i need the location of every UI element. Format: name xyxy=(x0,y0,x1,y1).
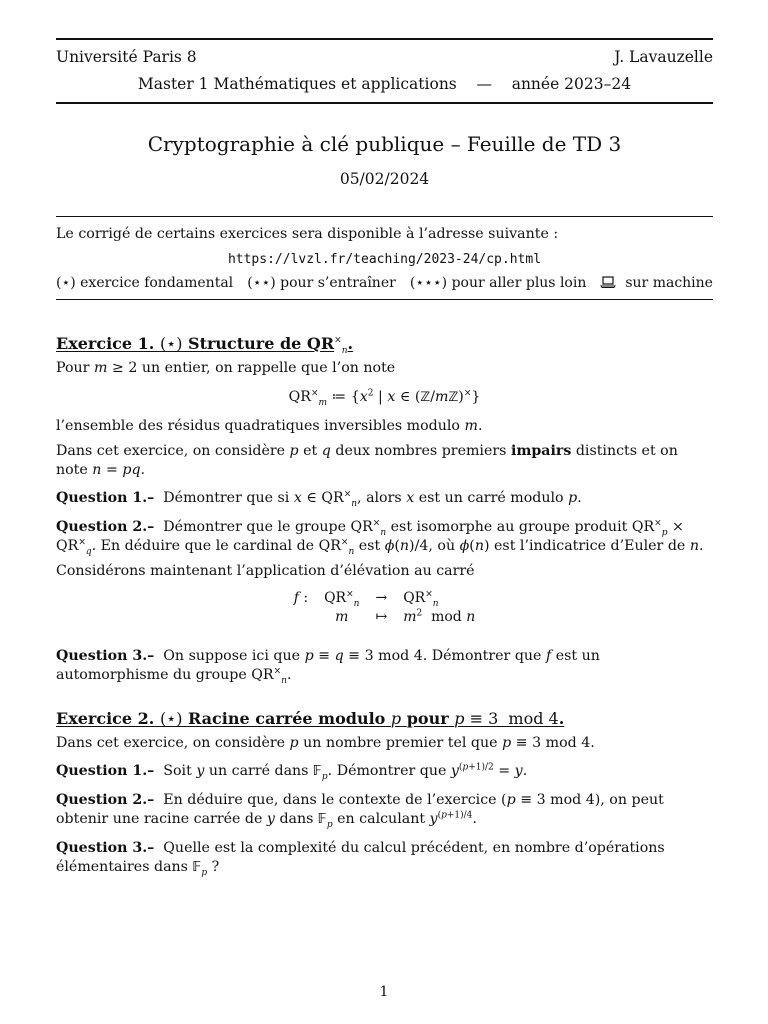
ex1-para-3: Dans cet exercice, on considère p et q deux nombres premiers impairs distincts et on note n = pq. xyxy=(56,443,678,478)
ex2-title-text: Racine carrée modulo xyxy=(188,709,386,728)
page-date: 05/02/2024 xyxy=(339,170,430,188)
header-row xyxy=(56,48,713,66)
ex1-p3a: Dans cet exercice, on considère xyxy=(56,443,286,459)
ex1-q3c: est un automorphisme du groupe xyxy=(56,648,600,683)
ex2-question-1: Question 1.– Soit y un carré dans 𝔽$_p$. Démontrer que $y^{(p+1)/2} = y$. xyxy=(56,762,528,782)
header-dash: — xyxy=(476,75,492,93)
laptop-icon xyxy=(600,276,616,288)
ex1-q1c: est un carré modulo xyxy=(418,490,564,506)
ex2-p1a: Dans cet exercice, on considère xyxy=(56,735,286,751)
ex1-para-2: l’ensemble des résidus quadratiques inversibles modulo m. xyxy=(56,418,483,434)
ex2-q3-label: Question 3.– xyxy=(56,840,155,856)
ex1-title-text: Structure de QR xyxy=(188,334,335,353)
ex1-square-map: f : $QR^\times_n$ → $QR^\times_n$ m ↦ $m^2$ mod n xyxy=(293,589,476,625)
ex1-q2e: , où xyxy=(428,538,456,554)
ex2-star: (⋆) xyxy=(159,709,183,728)
exercise-2-title: Exercice 2. (⋆) Racine carrée modulo p pour p ≡ 3 mod 4. xyxy=(56,709,565,728)
intro-text: Le corrigé de certains exercices sera disponible à l’adresse suivante : xyxy=(56,226,559,242)
ex1-p3-bold: impairs xyxy=(510,443,572,459)
ex2-question-2: Question 2.– En déduire que, dans le contexte de l’exercice (p ≡ 3 mod 4), on peut obtenir une racine carrée de y dans 𝔽$_p$ en calculant $y^{(p+1)/4}$. xyxy=(56,792,664,830)
ex1-p1: Pour xyxy=(56,360,90,376)
exercise-1-title: Exercice 1. (⋆) Structure de $QR^\times_n$. xyxy=(56,334,354,357)
ex2-q2d: en calculant xyxy=(337,811,426,827)
ex2-q1a: Soit xyxy=(163,763,192,779)
ex1-q2d: est xyxy=(358,538,381,554)
ex2-label: Exercice 2. xyxy=(56,709,155,728)
ex2-q3a: Quelle est la complexité du calcul précédent, en nombre d’opérations élémentaires dans xyxy=(56,840,665,875)
legend-practice: (⋆⋆) pour s’entraîner xyxy=(247,275,396,291)
ex1-q1-label: Question 1.– xyxy=(56,490,155,506)
legend-machine-label: sur machine xyxy=(625,275,713,291)
document-page xyxy=(56,38,713,877)
ex1-q2c: . En déduire que le cardinal de xyxy=(91,538,315,554)
ex2-q2a: En déduire que, dans le contexte de l’exercice ( xyxy=(163,792,507,808)
ex2-q3b: ? xyxy=(211,859,220,875)
ex1-q3-label: Question 3.– xyxy=(56,648,155,664)
university: Université Paris 8 xyxy=(56,48,197,66)
ex2-p1c: mod 4. xyxy=(545,735,595,751)
ex1-q1b: , alors xyxy=(357,490,402,506)
ex1-question-1: Question 1.– Démontrer que si x ∈ $QR^\times_n$, alors x est un carré modulo p. xyxy=(56,489,582,509)
ex1-q2-label: Question 2.– xyxy=(56,519,155,535)
ex2-title-text-2: pour xyxy=(406,709,449,728)
ex2-q1c: . Démontrer que xyxy=(327,763,447,779)
program: Master 1 Mathématiques et applications xyxy=(137,75,457,93)
intro-bottom-rule xyxy=(56,299,713,300)
ex1-p3c: deux nombres premiers xyxy=(335,443,507,459)
author: J. Lavauzelle xyxy=(614,48,713,66)
ex1-q3a: On suppose ici que xyxy=(163,648,301,664)
intro-top-rule xyxy=(56,216,713,217)
ex1-qr-definition: $QR^\times_m$ ≔ {$x^2$ | x ∈ (ℤ/mℤ)×} xyxy=(288,388,481,408)
ex1-p1b: un entier, on rappelle que l’on note xyxy=(141,360,396,376)
ex2-q2b: mod 4), on peut obtenir une racine carrée de xyxy=(56,792,664,827)
program-row xyxy=(56,75,713,93)
header-bottom-rule xyxy=(56,102,713,104)
ex2-q2-label: Question 2.– xyxy=(56,792,155,808)
difficulty-legend xyxy=(56,275,713,291)
ex1-question-3: Question 3.– On suppose ici que p ≡ q ≡ 3 mod 4. Démontrer que f est un automorphisme du groupe $QR^\times_n$. xyxy=(56,648,600,686)
ex1-q1a: Démontrer que si xyxy=(163,490,290,506)
legend-fundamental: (⋆) exercice fondamental xyxy=(56,275,234,291)
ex2-p1b: un nombre premier tel que xyxy=(303,735,498,751)
ex1-q2b: est isomorphe au groupe produit xyxy=(390,519,628,535)
ex2-q1b: un carré dans xyxy=(208,763,309,779)
ex1-para-1: Pour m ≥ 2 un entier, on rappelle que l’on note xyxy=(56,360,396,376)
page-number: 1 xyxy=(379,984,389,1000)
ex1-p3d: distincts et on note xyxy=(56,443,678,478)
ex1-star: (⋆) xyxy=(159,334,183,353)
legend-advanced: (⋆⋆⋆) pour aller plus loin xyxy=(409,275,587,291)
ex2-q1-label: Question 1.– xyxy=(56,763,155,779)
ex2-question-3: Question 3.– Quelle est la complexité du calcul précédent, en nombre d’opérations élémentaires dans 𝔽$_p$ ? xyxy=(56,840,665,878)
ex1-question-2: Question 2.– Démontrer que le groupe $QR^\times_n$ est isomorphe au groupe produit $QR^\times_p \times QR^\times_q$. En déduire que le cardinal de $QR^\times_n$ est ϕ(n)/4, où ϕ(n) est l’indicatrice d’Euler de n. xyxy=(56,518,704,557)
legend-machine xyxy=(600,275,713,291)
ex1-q2a: Démontrer que le groupe xyxy=(163,519,346,535)
top-rule xyxy=(56,38,713,40)
ex2-q2c: dans xyxy=(279,811,314,827)
ex1-q3b: mod 4. Démontrer que xyxy=(378,648,542,664)
ex2-para-1: Dans cet exercice, on considère p un nombre premier tel que p ≡ 3 mod 4. xyxy=(56,735,595,751)
year: année 2023–24 xyxy=(511,75,632,93)
ex1-p3b: et xyxy=(303,443,318,459)
ex1-label: Exercice 1. xyxy=(56,334,155,353)
course-url[interactable]: https://lvzl.fr/teaching/2023-24/cp.html xyxy=(227,252,542,267)
ex1-p2: l’ensemble des résidus quadratiques inversibles modulo xyxy=(56,418,460,434)
ex1-para-4: Considérons maintenant l’application d’élévation au carré xyxy=(56,563,475,579)
ex1-q2f: est l’indicatrice d’Euler de xyxy=(494,538,686,554)
page-title: Cryptographie à clé publique – Feuille de TD 3 xyxy=(147,132,622,156)
